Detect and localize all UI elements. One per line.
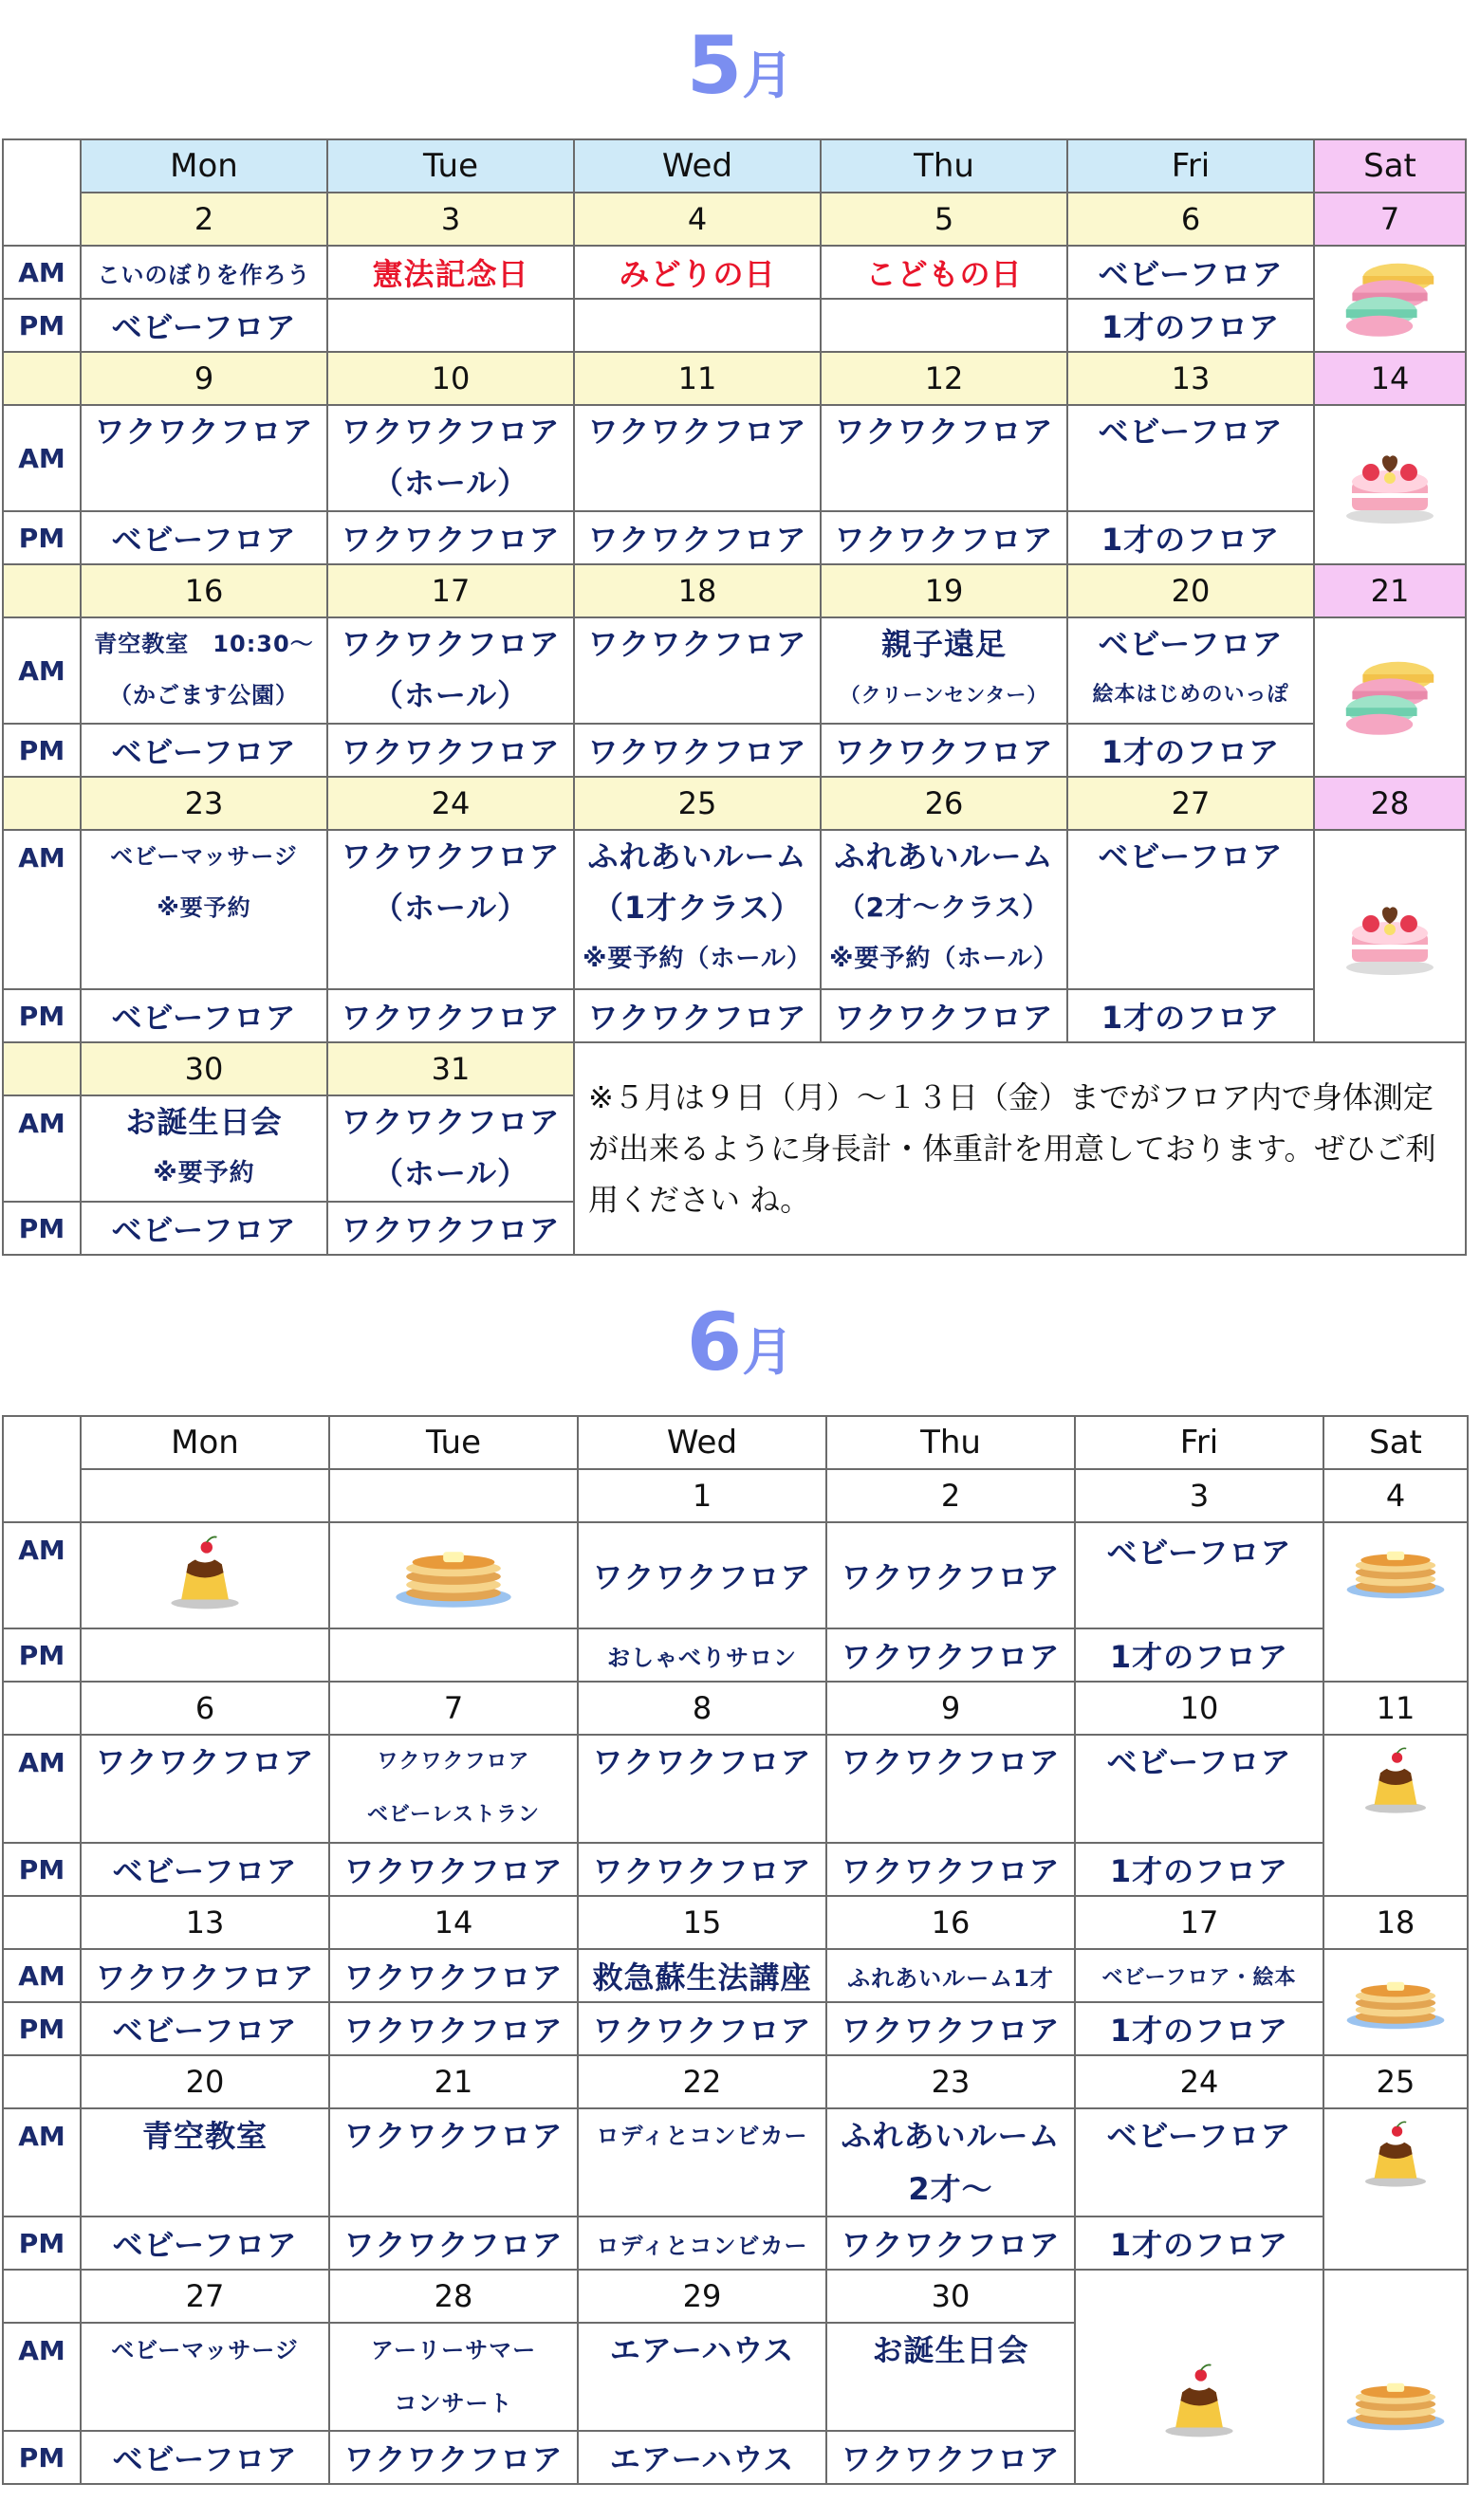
date-cell: 9 [826,1682,1075,1735]
event-cell: 1才のフロア [1075,1843,1323,1896]
holiday-cell: みどりの日 [574,246,821,299]
date-cell: 21 [1314,564,1466,617]
event-cell: ワクワクフロア （ホール） [327,617,574,724]
blank-label [3,777,81,830]
sat-picture-cell [1314,830,1466,1042]
date-cell: 16 [81,564,327,617]
may-title-kanji: 月 [742,46,794,105]
day-header-thu: Thu [826,1416,1075,1469]
pancake-icon [1343,1967,1448,2033]
event-cell: ワクワクフロア ベビーレストラン [329,1735,578,1843]
pancake-icon [1343,2368,1448,2435]
pm-row [3,2002,1468,2055]
date-cell: 23 [81,777,327,830]
date-cell: 24 [327,777,574,830]
event-cell: お誕生日会 ※要予約 [81,1095,327,1202]
blank-label [3,564,81,617]
event-cell: ワクワクフロア （ホール） [327,405,574,511]
event-cell: ベビーマッサージ ※要予約 [81,830,327,989]
pm-label: PM [3,1843,81,1896]
event-cell: エアーハウス [578,2323,826,2431]
am-label: AM [3,246,81,299]
day-header-sat: Sat [1314,139,1466,193]
sat-picture-cell [1323,2270,1468,2484]
pm-label: PM [3,724,81,777]
date-cell: 15 [578,1896,826,1949]
event-cell: ワクワクフロア [821,405,1067,511]
date-cell: 20 [81,2055,329,2108]
event-cell: ワクワクフロア [327,511,574,564]
event-cell: ベビーフロア [1075,1735,1323,1843]
event-cell: ベビーフロア [81,1843,329,1896]
day-header-fri: Fri [1075,1416,1323,1469]
event-cell: 1才のフロア [1067,724,1314,777]
event-cell: 救急蘇生法講座 [578,1949,826,2002]
date-row [3,1042,1466,1095]
corner-cell [3,139,81,246]
blank-label [3,1896,81,1949]
pm-label: PM [3,1628,81,1682]
date-cell: 20 [1067,564,1314,617]
event-cell: ワクワクフロア [329,2108,578,2216]
event-cell: ベビーマッサージ [81,2323,329,2431]
pm-row [3,1628,1468,1682]
date-row [3,1896,1468,1949]
event-cell: ワクワクフロア [327,724,574,777]
june-title-kanji: 月 [742,1322,794,1382]
date-cell: 22 [578,2055,826,2108]
event-cell: ベビーフロア [81,1202,327,1255]
event-cell: おしゃべりサロン [578,1628,826,1682]
pm-row [3,511,1466,564]
sat-picture-cell [1314,405,1466,564]
event-cell [81,1628,329,1682]
date-cell: 4 [574,193,821,246]
event-cell: ワクワクフロア [821,724,1067,777]
june-title [0,1296,1480,1389]
date-cell: 10 [327,352,574,405]
event-cell: エアーハウス [578,2431,826,2484]
pm-label: PM [3,2002,81,2055]
sat-picture-cell [1323,1522,1468,1682]
pm-label: PM [3,989,81,1042]
date-cell: 31 [327,1042,574,1095]
date-row [3,1682,1468,1735]
event-cell: お誕生日会 [826,2323,1075,2431]
event-cell: ワクワクフロア [81,405,327,511]
date-cell: 29 [578,2270,826,2323]
event-cell: ベビーフロア [1067,830,1314,989]
macaron-icon [1338,653,1442,738]
date-row [3,1469,1468,1522]
event-cell: ワクワクフロア [826,1628,1075,1682]
am-label: AM [3,1522,81,1628]
pudding-icon [1358,2119,1434,2191]
june-title-number: 6 [686,1296,743,1389]
day-header-tue: Tue [327,139,574,193]
may-title-number: 5 [686,19,743,112]
date-cell: 9 [81,352,327,405]
event-cell: ワクワクフロア （ホール） [327,830,574,989]
am-row [3,1522,1468,1628]
date-cell: 6 [81,1682,329,1735]
date-row [3,564,1466,617]
pm-label: PM [3,299,81,352]
event-cell: ワクワクフロア （ホール） [327,1095,574,1202]
date-row [3,2270,1468,2323]
date-cell: 24 [1075,2055,1323,2108]
am-label: AM [3,1949,81,2002]
date-cell [329,1469,578,1522]
date-cell: 21 [329,2055,578,2108]
event-cell: 1才のフロア [1075,2216,1323,2270]
event-cell: ふれあいルーム （2才～クラス） ※要予約（ホール） [821,830,1067,989]
may-header-row [3,139,1466,193]
event-cell: ふれあいルーム1才 [826,1949,1075,2002]
date-cell: 7 [1314,193,1466,246]
picture-cell [81,1522,329,1628]
am-label: AM [3,405,81,511]
event-cell: ワクワクフロア [821,989,1067,1042]
event-cell: ワクワクフロア [578,1735,826,1843]
blank-label [3,1042,81,1095]
event-cell: 1才のフロア [1075,1628,1323,1682]
pm-row [3,1843,1468,1896]
may-note: ※５月は９日（月）～１３日（金）までがフロア内で身体測定が出来るように身長計・体重計を用意しております。ぜひご利用ください ね。 [574,1042,1466,1255]
date-cell: 2 [81,193,327,246]
date-cell: 30 [826,2270,1075,2323]
event-cell [574,299,821,352]
date-cell: 28 [1314,777,1466,830]
date-cell: 3 [327,193,574,246]
date-cell: 2 [826,1469,1075,1522]
strawberry-cake-icon [1342,435,1437,530]
date-cell: 13 [1067,352,1314,405]
event-cell: ワクワクフロア [574,617,821,724]
event-cell: ベビーフロア [81,2216,329,2270]
date-cell: 17 [327,564,574,617]
sat-picture-cell [1323,1735,1468,1896]
date-cell: 8 [578,1682,826,1735]
date-cell: 5 [821,193,1067,246]
pm-label: PM [3,2431,81,2484]
pm-label: PM [3,511,81,564]
event-cell: ワクワクフロア [574,511,821,564]
event-cell: ワクワクフロア [826,1522,1075,1628]
event-cell: ワクワクフロア [329,1949,578,2002]
event-cell: ふれあいルーム （1才クラス） ※要予約（ホール） [574,830,821,989]
picture-cell [329,1522,578,1628]
pudding-icon [162,1536,248,1611]
event-cell: 1才のフロア [1067,989,1314,1042]
am-label: AM [3,2323,81,2431]
date-cell: 11 [1323,1682,1468,1735]
pm-label: PM [3,1202,81,1255]
event-cell: 青空教室 [81,2108,329,2216]
blank-label [3,1682,81,1735]
day-header-tue: Tue [329,1416,578,1469]
event-cell: ベビーフロア [81,724,327,777]
event-cell: ベビーフロア [81,511,327,564]
pm-row [3,2216,1468,2270]
may-calendar [2,138,1467,1256]
corner-cell [3,1416,81,1522]
pm-row [3,989,1466,1042]
date-cell: 25 [574,777,821,830]
holiday-cell: こどもの日 [821,246,1067,299]
event-cell: ロディとコンビカー [578,2216,826,2270]
date-row [3,777,1466,830]
am-label: AM [3,617,81,724]
day-header-sat: Sat [1323,1416,1468,1469]
am-label: AM [3,1735,81,1843]
event-cell: ワクワクフロア [329,2216,578,2270]
macaron-icon [1338,254,1442,340]
june-calendar [2,1415,1469,2485]
event-cell: ベビーフロア [81,2002,329,2055]
event-cell [821,299,1067,352]
am-row [3,617,1466,724]
event-cell: ワクワクフロア [826,2002,1075,2055]
pudding-icon [1156,2364,1242,2439]
event-cell: ワクワクフロア [329,2431,578,2484]
pudding-icon [1358,1745,1434,1817]
date-cell: 27 [81,2270,329,2323]
event-cell: 1才のフロア [1075,2002,1323,2055]
event-cell: 1才のフロア [1067,511,1314,564]
event-cell: ベビーフロア [1075,2108,1323,2216]
holiday-cell: 憲法記念日 [327,246,574,299]
date-row [3,352,1466,405]
event-cell: ベビーフロア [81,299,327,352]
event-cell: ワクワクフロア [574,724,821,777]
event-cell [329,1628,578,1682]
event-cell: ワクワクフロア [81,1735,329,1843]
event-cell: ふれあいルーム 2才～ [826,2108,1075,2216]
day-header-mon: Mon [81,1416,329,1469]
event-cell [327,299,574,352]
date-cell: 14 [329,1896,578,1949]
june-header-row [3,1416,1468,1469]
pancake-icon [1343,1536,1448,1603]
am-row [3,405,1466,511]
strawberry-cake-icon [1342,887,1437,982]
date-cell: 6 [1067,193,1314,246]
sat-picture-cell [1314,246,1466,352]
event-cell: ワクワクフロア [826,2431,1075,2484]
event-cell: ベビーフロア [81,2431,329,2484]
am-label: AM [3,1095,81,1202]
event-cell: 青空教室 10:30～ （かごます公園） [81,617,327,724]
event-cell: ワクワクフロア [329,1843,578,1896]
date-cell: 25 [1323,2055,1468,2108]
pm-row [3,724,1466,777]
event-cell: ワクワクフロア [327,989,574,1042]
day-header-thu: Thu [821,139,1067,193]
am-row [3,1949,1468,2002]
date-cell: 10 [1075,1682,1323,1735]
date-cell: 13 [81,1896,329,1949]
picture-cell [1075,2270,1323,2484]
am-row [3,830,1466,989]
event-cell: ベビーフロア・絵本 [1075,1949,1323,2002]
pm-row [3,299,1466,352]
may-title [0,19,1480,112]
date-cell: 26 [821,777,1067,830]
event-cell: ベビーフロア [1075,1522,1323,1628]
blank-label [3,2055,81,2108]
sat-picture-cell [1323,1949,1468,2055]
sat-picture-cell [1323,2108,1468,2270]
date-cell: 11 [574,352,821,405]
blank-label [3,352,81,405]
am-label: AM [3,2108,81,2216]
blank-label [3,2270,81,2323]
date-cell: 18 [574,564,821,617]
date-cell: 17 [1075,1896,1323,1949]
date-cell: 23 [826,2055,1075,2108]
event-cell: ワクワクフロア [821,511,1067,564]
date-cell: 3 [1075,1469,1323,1522]
date-cell: 28 [329,2270,578,2323]
event-cell: ワクワクフロア [578,2002,826,2055]
date-cell: 30 [81,1042,327,1095]
event-cell: ワクワクフロア [329,2002,578,2055]
event-cell: ワクワクフロア [327,1202,574,1255]
event-cell: ロディとコンビカー [578,2108,826,2216]
event-cell: ワクワクフロア [826,2216,1075,2270]
date-cell: 14 [1314,352,1466,405]
date-cell: 16 [826,1896,1075,1949]
day-header-wed: Wed [574,139,821,193]
am-row [3,246,1466,299]
day-header-wed: Wed [578,1416,826,1469]
am-label: AM [3,830,81,989]
event-cell: ワクワクフロア [826,1735,1075,1843]
date-cell: 1 [578,1469,826,1522]
event-cell: ベビーフロア [81,989,327,1042]
am-row [3,2108,1468,2216]
event-cell: こいのぼりを作ろう [81,246,327,299]
event-cell: 親子遠足 （クリーンセンター） [821,617,1067,724]
date-row [3,193,1466,246]
date-cell: 7 [329,1682,578,1735]
date-cell: 27 [1067,777,1314,830]
event-cell: ワクワクフロア [81,1949,329,2002]
am-row [3,1735,1468,1843]
sat-picture-cell [1314,617,1466,777]
event-cell: ワクワクフロア [574,405,821,511]
event-cell: ベビーフロア [1067,405,1314,511]
date-cell: 12 [821,352,1067,405]
date-cell: 4 [1323,1469,1468,1522]
date-row [3,2055,1468,2108]
day-header-fri: Fri [1067,139,1314,193]
event-cell: ワクワクフロア [826,1843,1075,1896]
date-cell: 19 [821,564,1067,617]
event-cell: 1才のフロア [1067,299,1314,352]
pancake-icon [392,1537,515,1609]
event-cell: アーリーサマー コンサート [329,2323,578,2431]
event-cell: ワクワクフロア [578,1522,826,1628]
event-cell: ベビーフロア [1067,246,1314,299]
day-header-mon: Mon [81,139,327,193]
event-cell: ワクワクフロア [574,989,821,1042]
event-cell: ベビーフロア 絵本はじめのいっぽ [1067,617,1314,724]
date-cell: 18 [1323,1896,1468,1949]
date-cell [81,1469,329,1522]
pm-label: PM [3,2216,81,2270]
event-cell: ワクワクフロア [578,1843,826,1896]
